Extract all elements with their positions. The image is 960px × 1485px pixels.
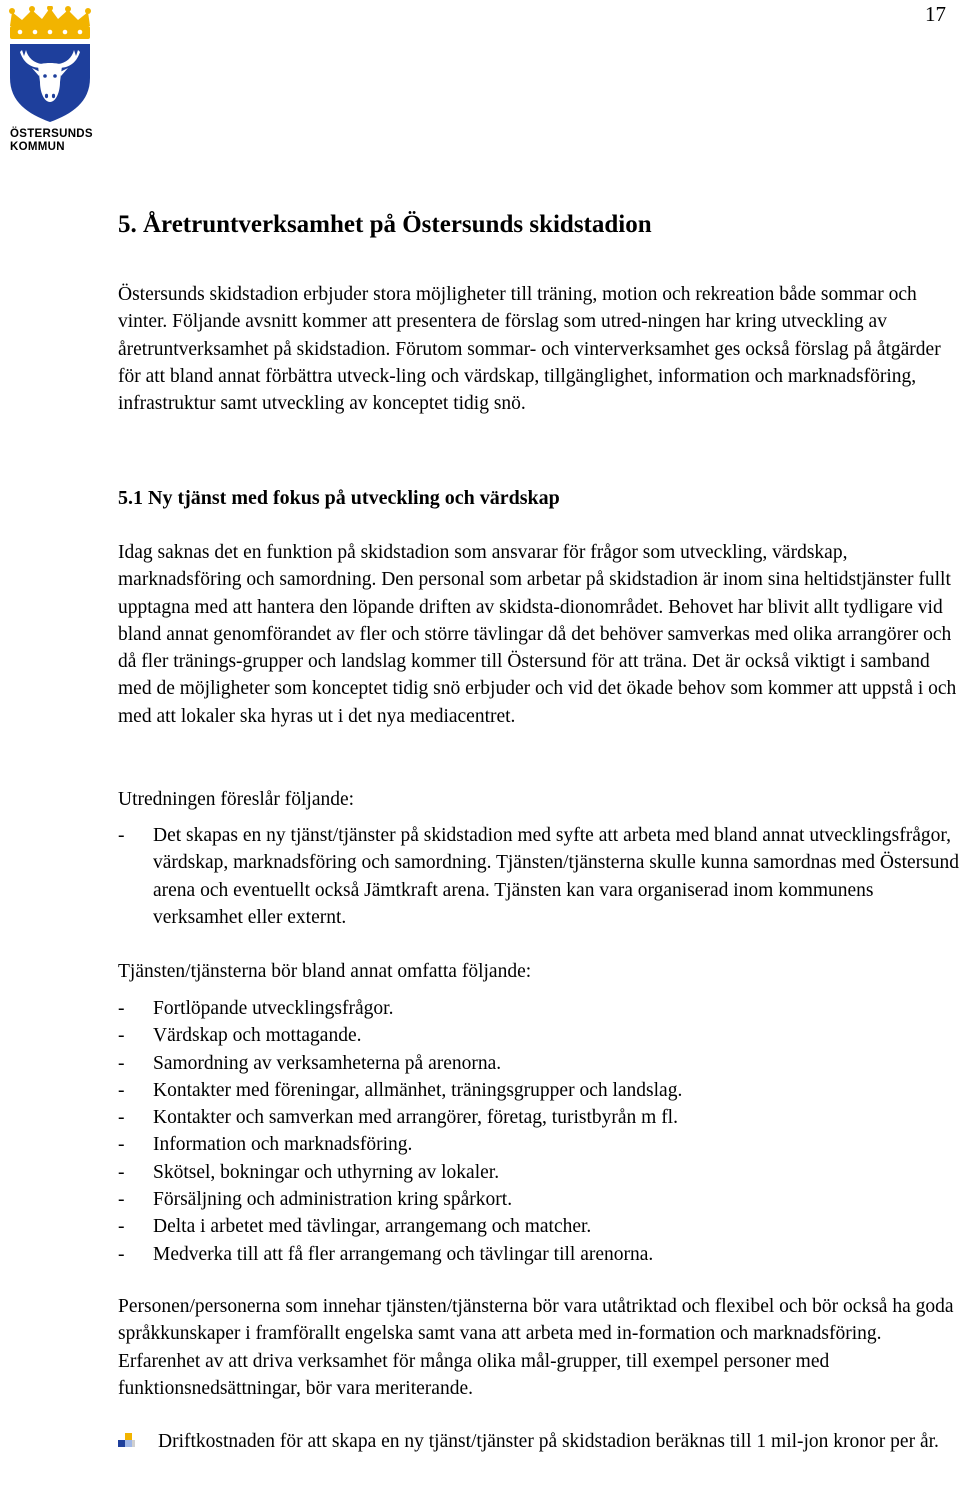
list-item: - Skötsel, bokningar och uthyrning av lokaler. xyxy=(118,1159,960,1186)
coat-of-arms-icon xyxy=(2,6,102,124)
list-item: - Försäljning och administration kring spårkort. xyxy=(118,1186,960,1213)
intro-paragraph: Östersunds skidstadion erbjuder stora möjligheter till träning, motion och rekreation både sommar och vinter. Följande avsnitt kommer att presentera de förslag som utred-ningen har kring utveckling av åretruntverksamhet på skidstadion. Förutom sommar- och vinterverksamhet ges också förslag på åtgärder för att bland annat förbättra utveck-ling och värdskap, tillgänglighet, information och marknadsföring, infrastruktur samt utveckling av konceptet tidig snö. xyxy=(118,284,941,415)
list-item: - Delta i arbetet med tävlingar, arrangemang och matcher. xyxy=(118,1213,960,1240)
subsection-heading: 5.1 Ny tjänst med fokus på utveckling och värdskap xyxy=(118,487,560,509)
list-item: - Kontakter och samverkan med arrangörer, företag, turistbyrån m fl. xyxy=(118,1104,960,1131)
section-heading: 5. Åretruntverksamhet på Östersunds skidstadion xyxy=(118,211,652,238)
list-item: - Kontakter med föreningar, allmänhet, träningsgrupper och landslag. xyxy=(118,1077,960,1104)
ostersunds-kommun-logo xyxy=(2,6,106,154)
list-item: - Samordning av verksamheterna på arenorna. xyxy=(118,1050,960,1077)
list-item: - Fortlöpande utvecklingsfrågor. xyxy=(118,995,960,1022)
proposal-intro: Utredningen föreslår följande: xyxy=(118,789,355,810)
service-description-paragraph: Idag saknas det en funktion på skidstadion som ansvarar för frågor som utveckling, värdskap, marknadsföring och samordning. Den personal som arbetar på skidstadion är inom sina heltidstjänster fullt upptagna med att hantera den löpande driften av skidsta-dionområdet. Behovet har blivit allt tydligare vid bland annat genomförandet av fler och större tävlingar då det behöver samverkas med olika arrangörer och då fler tränings-grupper och landslag kommer till Östersund för att träna. Det är också viktigt i samband med de möjligheter som konceptet tidig snö erbjuder och vid det ökade behov som kommer att uppstå i och med att lokaler ska hyras ut i det nya mediacentret. xyxy=(118,542,957,727)
page-number: 17 xyxy=(925,2,946,26)
cost-note xyxy=(118,1428,960,1455)
qualifications-paragraph: Personen/personerna som innehar tjänsten/tjänsterna bör vara utåtriktad och flexibel och bör också ha goda språkkunskaper i framförallt engelska samt vana att arbeta med in-formation och marknadsföring. Erfarenhet av att driva verksamhet för många olika mål-grupper, till exempel personer med funktionsnedsättningar, bör vara meriterande. xyxy=(118,1296,954,1399)
logo-text-line2: KOMMUN xyxy=(10,141,65,153)
duties-list xyxy=(118,995,960,1268)
proposal-list xyxy=(118,822,960,931)
logo-text-line1: ÖSTERSUNDS xyxy=(10,128,93,140)
list-item: - Värdskap och mottagande. xyxy=(118,1022,960,1049)
list-item: - Information och marknadsföring. xyxy=(118,1131,960,1158)
duties-intro: Tjänsten/tjänsterna bör bland annat omfatta följande: xyxy=(118,961,532,982)
cost-note-text: Driftkostnaden för att skapa en ny tjänst/tjänster på skidstadion beräknas till 1 mil-jon kronor per år. xyxy=(158,1431,939,1452)
square-bullet-icon xyxy=(118,1433,136,1449)
list-item: - Det skapas en ny tjänst/tjänster på skidstadion med syfte att arbeta med bland annat utvecklingsfrågor, värdskap, marknadsföring och samordning. Tjänsten/tjänsterna skulle kunna samordnas med Östersund arena och eventuellt också Jämtkraft arena. Tjänsten kan vara organiserad inom kommunens verksamhet eller externt. xyxy=(118,822,960,931)
list-item: - Medverka till att få fler arrangemang och tävlingar till arenorna. xyxy=(118,1241,960,1268)
